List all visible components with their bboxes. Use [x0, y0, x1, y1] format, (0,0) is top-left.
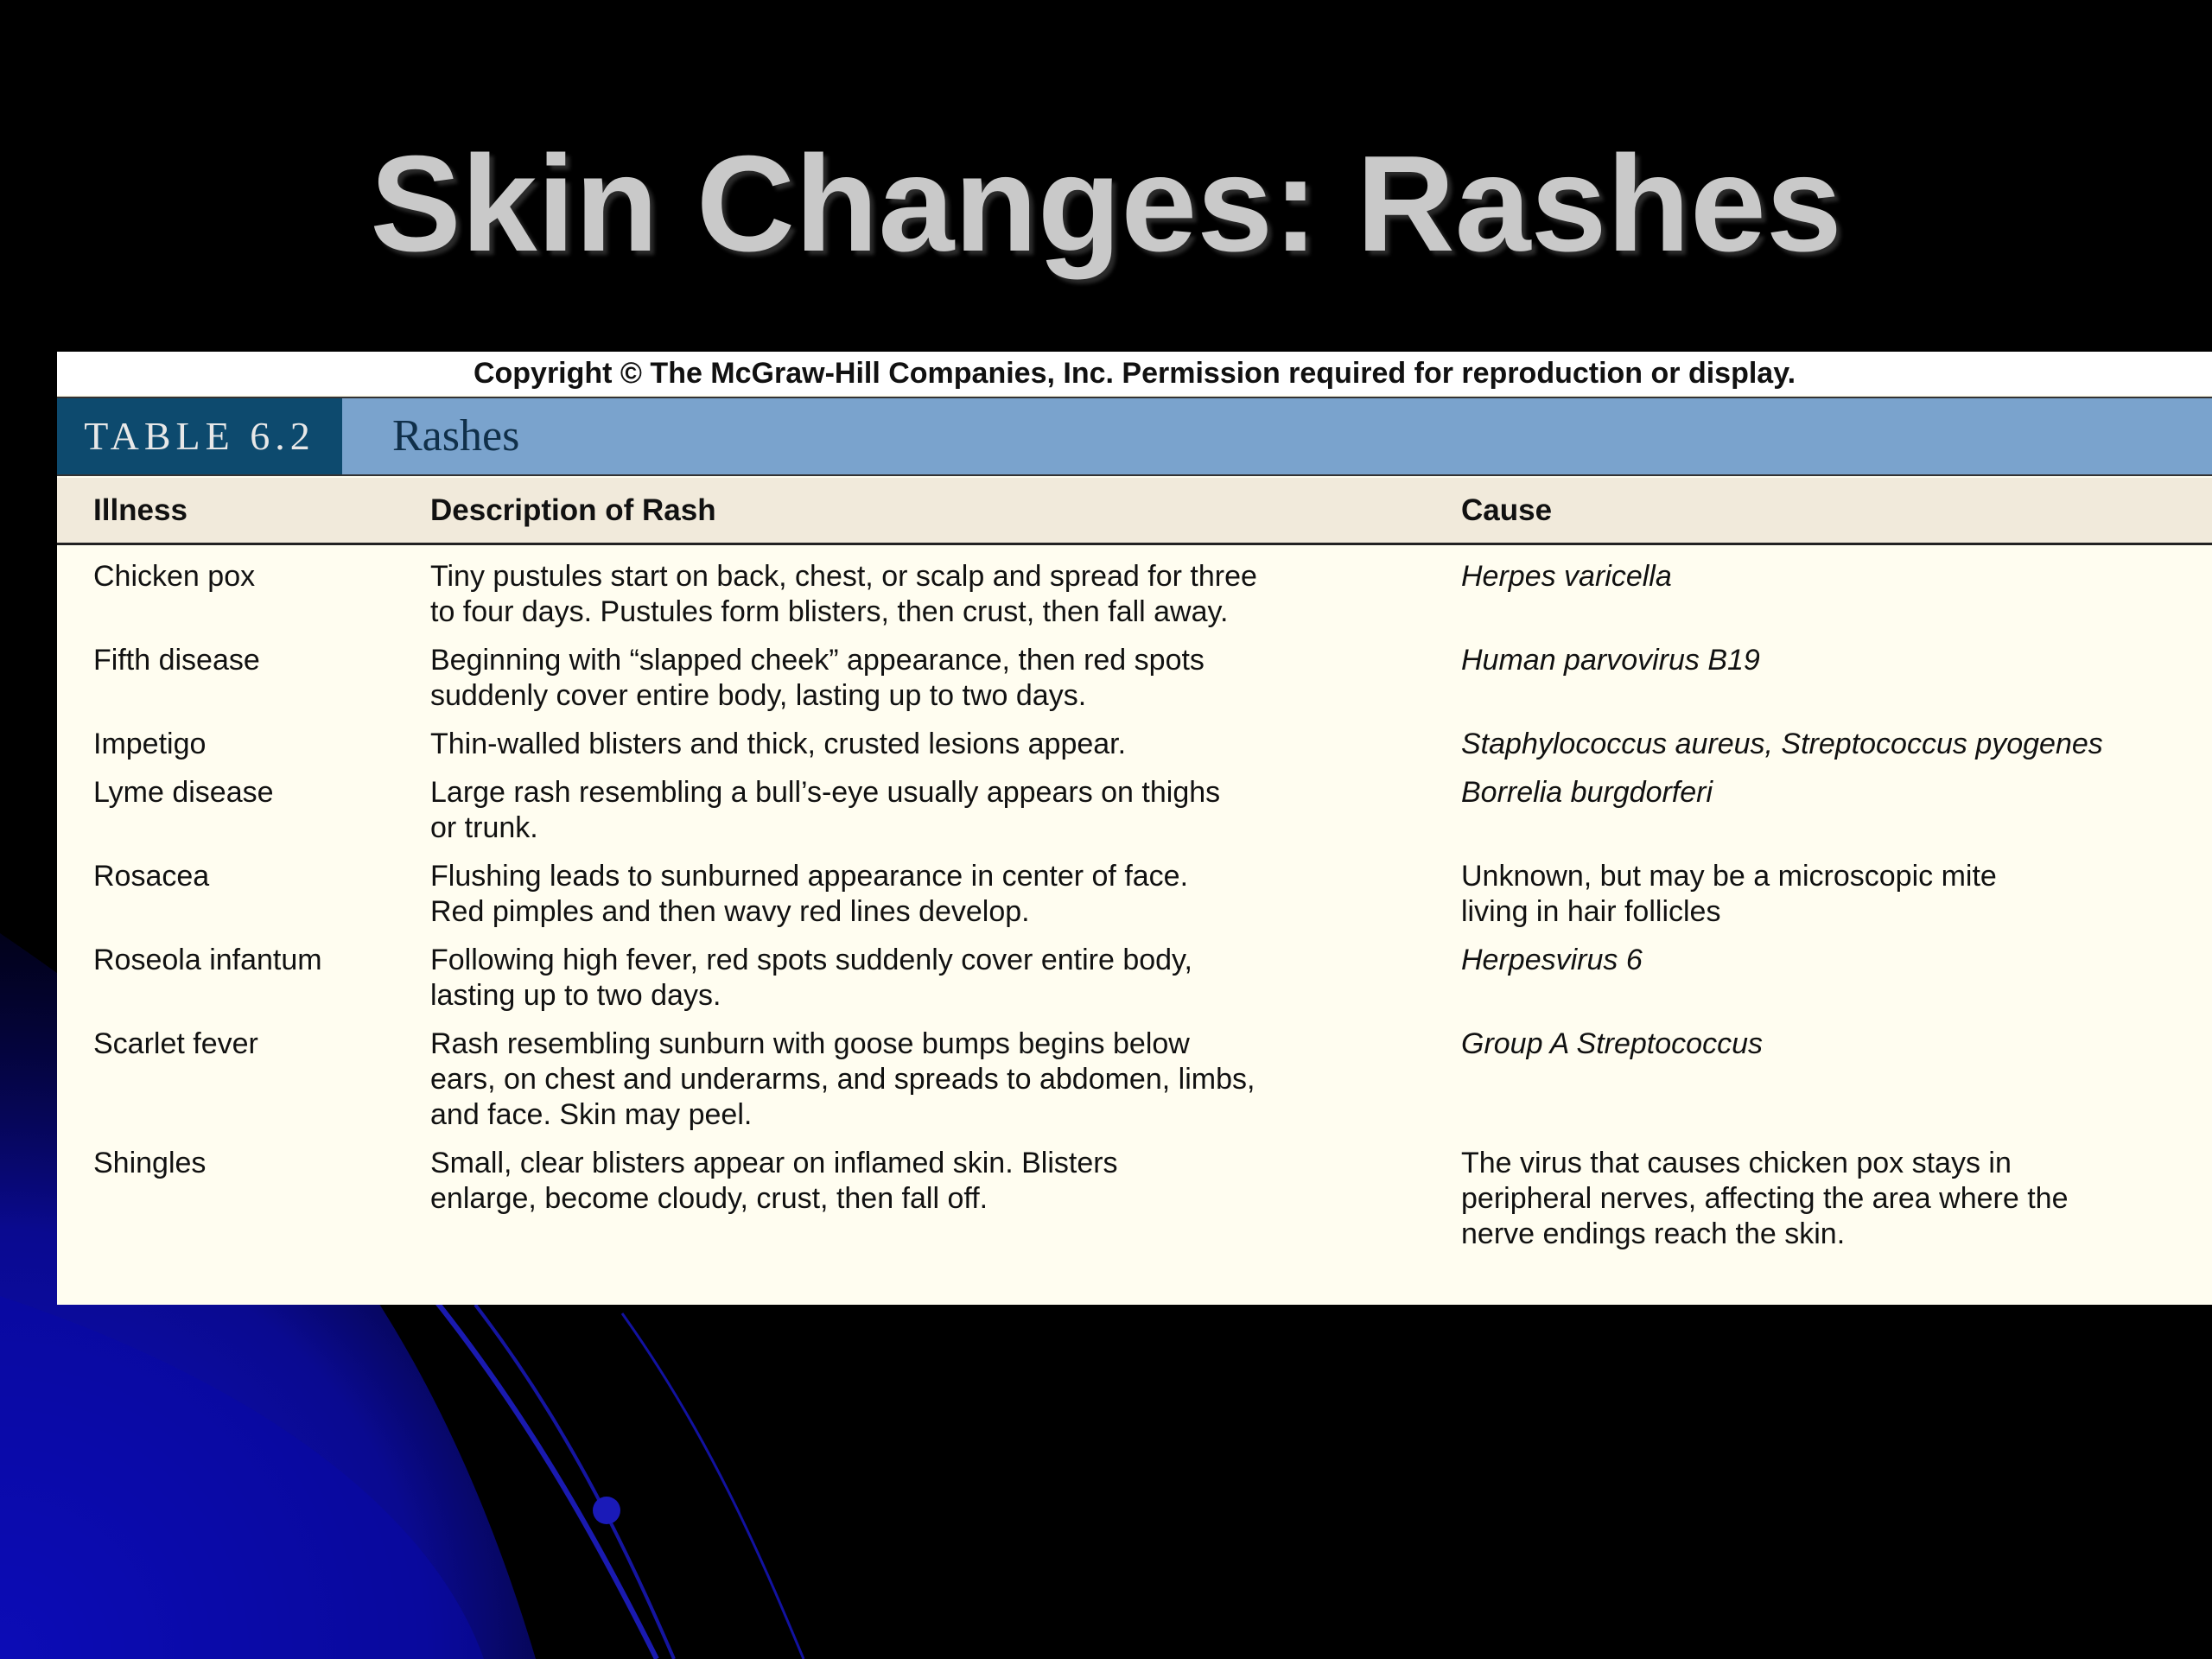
- cause-line: Borrelia burgdorferi: [1461, 776, 1713, 809]
- header-illness: Illness: [93, 493, 188, 527]
- description-line: enlarge, become cloudy, crust, then fall off.: [430, 1182, 988, 1215]
- description-line: lasting up to two days.: [430, 979, 721, 1012]
- cell-illness: Lyme disease: [93, 776, 274, 809]
- description-line: to four days. Pustules form blisters, then crust, then fall away.: [430, 595, 1229, 628]
- table-body: [57, 559, 2212, 1265]
- cell-cause: [1461, 1146, 2204, 1252]
- cell-cause: [1461, 859, 2204, 930]
- cause-line: Herpes varicella: [1461, 560, 1672, 593]
- cell-description: [430, 943, 1398, 1014]
- table-row: [57, 643, 2212, 727]
- cell-cause: [1461, 943, 2204, 978]
- table-caption: [57, 397, 2212, 476]
- cell-description: [430, 775, 1398, 846]
- cell-illness: Chicken pox: [93, 560, 256, 593]
- description-line: Tiny pustules start on back, chest, or scalp and spread for three: [430, 560, 1257, 593]
- header-description: Description of Rash: [430, 493, 716, 527]
- cause-line: Group A Streptococcus: [1461, 1027, 1763, 1060]
- table-header-row: [57, 478, 2212, 545]
- cell-illness: Rosacea: [93, 860, 210, 893]
- table-row: [57, 1146, 2212, 1265]
- cause-line: Staphylococcus aureus, Streptococcus pyogenes: [1461, 728, 2103, 760]
- cell-cause: [1461, 727, 2204, 762]
- table-row: [57, 727, 2212, 775]
- description-line: Red pimples and then wavy red lines develop.: [430, 895, 1030, 928]
- cell-illness: Impetigo: [93, 728, 207, 760]
- cause-line: peripheral nerves, affecting the area where the: [1461, 1182, 2069, 1215]
- cause-line: living in hair follicles: [1461, 895, 1721, 928]
- cell-description: [430, 643, 1398, 714]
- cause-line: nerve endings reach the skin.: [1461, 1217, 1846, 1250]
- cell-description: [430, 727, 1398, 762]
- cell-cause: [1461, 643, 2204, 678]
- rashes-table-figure: [57, 352, 2212, 1305]
- table-row: [57, 859, 2212, 943]
- description-line: or trunk.: [430, 811, 538, 844]
- table-title: Rashes: [392, 411, 520, 461]
- table-number-label: TABLE 6.2: [57, 398, 342, 474]
- description-line: Following high fever, red spots suddenly cover entire body,: [430, 944, 1192, 976]
- table-row: [57, 943, 2212, 1027]
- cell-illness: Scarlet fever: [93, 1027, 258, 1060]
- cell-illness: Roseola infantum: [93, 944, 322, 976]
- description-line: Large rash resembling a bull’s-eye usually appears on thighs: [430, 776, 1221, 809]
- description-line: Small, clear blisters appear on inflamed skin. Blisters: [430, 1147, 1118, 1179]
- cell-description: [430, 859, 1398, 930]
- cause-line: Unknown, but may be a microscopic mite: [1461, 860, 1997, 893]
- cell-cause: [1461, 559, 2204, 594]
- table-row: [57, 559, 2212, 643]
- description-line: and face. Skin may peel.: [430, 1098, 753, 1131]
- description-line: Thin-walled blisters and thick, crusted lesions appear.: [430, 728, 1127, 760]
- description-line: Beginning with “slapped cheek” appearance, then red spots: [430, 644, 1205, 677]
- cell-cause: [1461, 1027, 2204, 1062]
- cause-line: Human parvovirus B19: [1461, 644, 1760, 677]
- cell-illness: Fifth disease: [93, 644, 260, 677]
- cell-illness: Shingles: [93, 1147, 207, 1179]
- cause-line: Herpesvirus 6: [1461, 944, 1643, 976]
- cell-description: [430, 1146, 1398, 1217]
- description-line: Flushing leads to sunburned appearance in center of face.: [430, 860, 1189, 893]
- description-line: ears, on chest and underarms, and spreads to abdomen, limbs,: [430, 1063, 1255, 1096]
- table-row: [57, 775, 2212, 859]
- header-cause: Cause: [1461, 493, 1553, 527]
- description-line: suddenly cover entire body, lasting up to two days.: [430, 679, 1087, 712]
- slide-title: Skin Changes: Rashes: [370, 128, 1842, 280]
- cause-line: The virus that causes chicken pox stays in: [1461, 1147, 2012, 1179]
- cell-cause: [1461, 775, 2204, 810]
- cell-description: [430, 559, 1398, 630]
- table-row: [57, 1027, 2212, 1146]
- description-line: Rash resembling sunburn with goose bumps begins below: [430, 1027, 1190, 1060]
- cell-description: [430, 1027, 1398, 1133]
- copyright-notice: Copyright © The McGraw-Hill Companies, Inc. Permission required for reproduction or display.: [57, 352, 2212, 395]
